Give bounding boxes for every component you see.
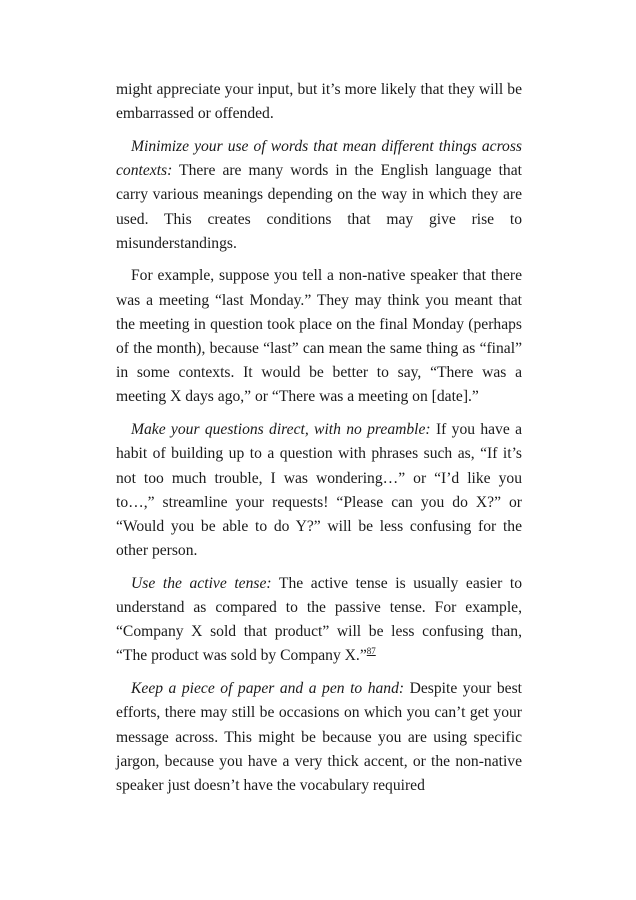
- paragraph-lead: Keep a piece of paper and a pen to hand:: [131, 680, 405, 698]
- paragraph-paper-and-pen: [116, 677, 522, 798]
- paragraph-continuation: [116, 78, 522, 126]
- paragraph-text: For example, suppose you tell a non-native speaker that there was a meeting “last Monday.” They may think you meant that the meeting in question took place on the final Monday (perhaps of the month), because “last” can mean the same thing as “final” in some contexts. It would be better to say, “There was a meeting X days ago,” or “There was a meeting on [date].”: [116, 267, 522, 406]
- paragraph-text: Despite your best efforts, there may still be occasions on which you can’t get your message across. This might be because you are using specific jargon, because you have a very thick accent, or the non-native speaker just doesn’t have the vocabulary required: [116, 680, 522, 794]
- paragraph-lead: Make your questions direct, with no preamble:: [131, 421, 431, 439]
- paragraph-active-tense: [116, 572, 522, 669]
- page-body: [116, 78, 522, 807]
- paragraph-direct-questions: [116, 418, 522, 563]
- paragraph-text: There are many words in the English language that carry various meanings depending on the way in which they are used. This creates conditions that may give rise to misunderstandings.: [116, 162, 522, 252]
- paragraph-lead: Use the active tense:: [131, 574, 272, 592]
- paragraph-text: might appreciate your input, but it’s more likely that they will be embarrassed or offended.: [116, 81, 522, 123]
- paragraph-text: If you have a habit of building up to a question with phrases such as, “If it’s not too much trouble, I was wondering…” or “I’d like you to…,” streamline your requests! “Please can you do X?” or “Would you be able to do Y?” will be less confusing for the other person.: [116, 421, 523, 560]
- paragraph-lead: Minimize your use of words that mean different things across contexts:: [116, 137, 522, 180]
- footnote-reference-link[interactable]: 87: [366, 646, 376, 657]
- paragraph-word-meanings: [116, 135, 522, 256]
- paragraph-example: [116, 264, 522, 409]
- paragraph-text: The active tense is usually easier to understand as compared to the passive tense. For example, “Company X sold that product” will be less confusing than, “The product was sold by Company X.”: [116, 574, 522, 665]
